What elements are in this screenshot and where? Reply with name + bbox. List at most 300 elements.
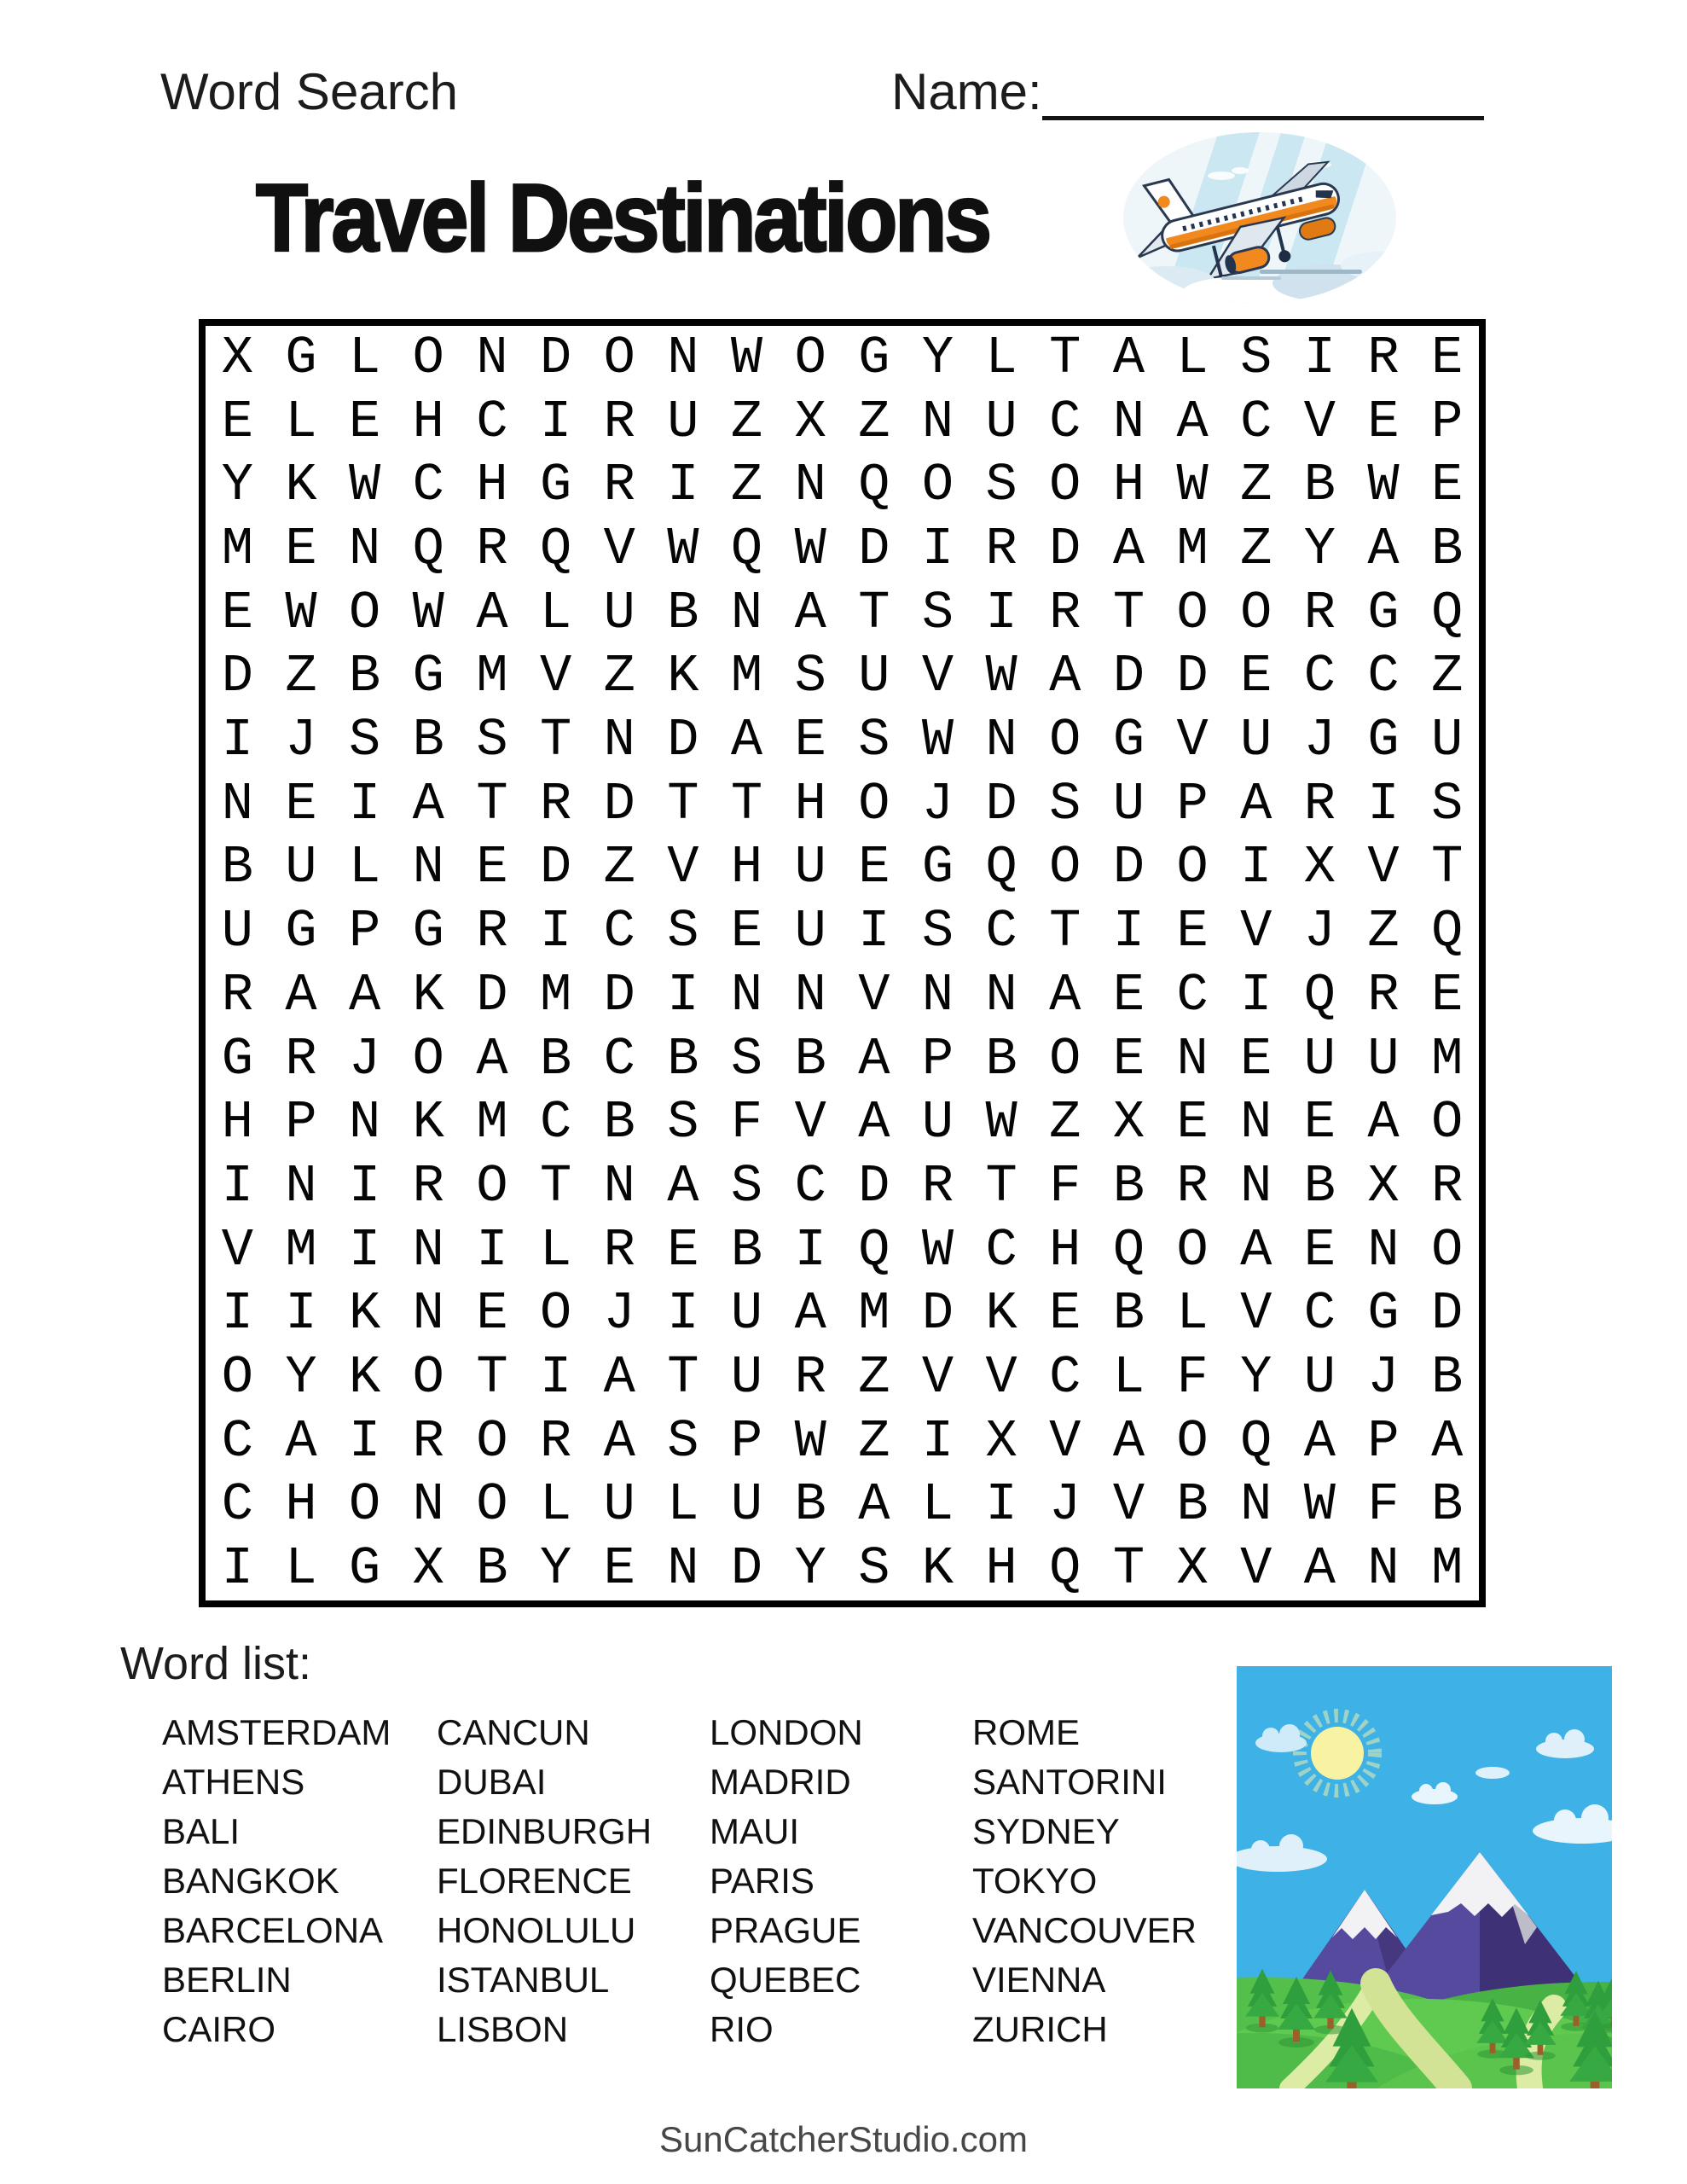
- grid-cell-r14c9: S: [730, 1155, 763, 1217]
- grid-cell-r9c6: D: [539, 837, 572, 898]
- grid-cell-r11c9: N: [730, 964, 763, 1025]
- grid-cell-r2c15: N: [1112, 391, 1145, 452]
- grid-cell-r14c6: T: [539, 1155, 572, 1217]
- grid-cell-r9c18: X: [1303, 837, 1336, 898]
- grid-cell-r4c16: M: [1176, 518, 1209, 579]
- grid-cell-r16c18: C: [1303, 1283, 1336, 1345]
- grid-cell-r7c8: D: [667, 710, 699, 771]
- grid-cell-r1c6: D: [539, 327, 572, 388]
- grid-cell-r11c19: R: [1367, 964, 1400, 1025]
- grid-cell-r14c18: B: [1303, 1155, 1336, 1217]
- grid-cell-r19c18: W: [1303, 1474, 1336, 1536]
- grid-cell-r7c4: B: [412, 710, 444, 771]
- grid-cell-r6c15: D: [1112, 646, 1145, 707]
- grid-cell-r4c7: V: [603, 518, 635, 579]
- grid-cell-r8c2: E: [285, 773, 317, 834]
- grid-cell-r10c19: Z: [1367, 901, 1400, 962]
- grid-cell-r2c4: H: [412, 391, 444, 452]
- grid-cell-r2c12: N: [921, 391, 954, 452]
- grid-cell-r12c15: E: [1112, 1028, 1145, 1089]
- grid-cell-r14c8: A: [667, 1155, 699, 1217]
- grid-cell-r18c5: O: [476, 1410, 508, 1472]
- grid-cell-r4c13: R: [985, 518, 1017, 579]
- grid-cell-r10c1: U: [221, 901, 253, 962]
- word-list: [162, 1708, 1220, 2054]
- grid-cell-r9c5: E: [476, 837, 508, 898]
- grid-cell-r9c1: B: [221, 837, 253, 898]
- grid-cell-r7c6: T: [539, 710, 572, 771]
- grid-cell-r3c14: O: [1049, 455, 1081, 516]
- grid-cell-r10c11: I: [858, 901, 890, 962]
- grid-cell-r19c10: B: [794, 1474, 826, 1536]
- grid-cell-r5c18: R: [1303, 582, 1336, 643]
- grid-cell-r11c12: N: [921, 964, 954, 1025]
- grid-cell-r1c8: N: [667, 327, 699, 388]
- grid-cell-r15c6: L: [539, 1219, 572, 1281]
- grid-cell-r18c15: A: [1112, 1410, 1145, 1472]
- grid-cell-r6c7: Z: [603, 646, 635, 707]
- grid-cell-r9c8: V: [667, 837, 699, 898]
- grid-cell-r13c9: F: [730, 1092, 763, 1153]
- grid-cell-r20c12: K: [921, 1538, 954, 1600]
- sun-icon: [1300, 1716, 1375, 1791]
- grid-cell-r14c4: R: [412, 1155, 444, 1217]
- grid-cell-r9c7: Z: [603, 837, 635, 898]
- grid-cell-r16c20: D: [1431, 1283, 1464, 1345]
- grid-cell-r19c2: H: [285, 1474, 317, 1536]
- grid-cell-r7c9: A: [730, 710, 763, 771]
- grid-cell-r10c15: I: [1112, 901, 1145, 962]
- grid-cell-r19c16: B: [1176, 1474, 1209, 1536]
- grid-cell-r16c14: E: [1049, 1283, 1081, 1345]
- word-list-item: LISBON: [437, 2009, 569, 2049]
- grid-cell-r17c15: L: [1112, 1347, 1145, 1409]
- grid-cell-r3c8: I: [667, 455, 699, 516]
- grid-cell-r10c5: R: [476, 901, 508, 962]
- grid-cell-r10c20: Q: [1431, 901, 1464, 962]
- grid-cell-r9c14: O: [1049, 837, 1081, 898]
- grid-cell-r3c18: B: [1303, 455, 1336, 516]
- grid-cell-r9c3: L: [349, 837, 381, 898]
- grid-cell-r1c10: O: [794, 327, 826, 388]
- grid-cell-r5c1: E: [221, 582, 253, 643]
- grid-cell-r12c19: U: [1367, 1028, 1400, 1089]
- grid-cell-r5c20: Q: [1431, 582, 1464, 643]
- grid-cell-r6c5: M: [476, 646, 508, 707]
- word-list-item: BARCELONA: [162, 1910, 384, 1950]
- grid-cell-r1c18: I: [1303, 327, 1336, 388]
- grid-cell-r2c2: L: [285, 391, 317, 452]
- grid-cell-r19c11: A: [858, 1474, 890, 1536]
- grid-cell-r14c1: I: [221, 1155, 253, 1217]
- word-list-item: ATHENS: [162, 1762, 305, 1802]
- grid-cell-r15c20: O: [1431, 1219, 1464, 1281]
- grid-cell-r15c18: E: [1303, 1219, 1336, 1281]
- grid-cell-r6c19: C: [1367, 646, 1400, 707]
- grid-cell-r4c5: R: [476, 518, 508, 579]
- grid-cell-r17c3: K: [349, 1347, 381, 1409]
- grid-cell-r12c13: B: [985, 1028, 1017, 1089]
- grid-cell-r6c4: G: [412, 646, 444, 707]
- grid-cell-r4c19: A: [1367, 518, 1400, 579]
- grid-cell-r3c10: N: [794, 455, 826, 516]
- grid-cell-r14c20: R: [1431, 1155, 1464, 1217]
- grid-cell-r11c1: R: [221, 964, 253, 1025]
- grid-cell-r4c10: W: [794, 518, 826, 579]
- grid-cell-r8c11: O: [858, 773, 890, 834]
- grid-cell-r13c4: K: [412, 1092, 444, 1153]
- grid-cell-r18c20: A: [1431, 1410, 1464, 1472]
- grid-cell-r4c8: W: [667, 518, 699, 579]
- grid-cell-r2c13: U: [985, 391, 1017, 452]
- puzzle-title: Travel Destinations: [256, 165, 989, 272]
- grid-cell-r12c9: S: [730, 1028, 763, 1089]
- grid-cell-r13c14: Z: [1049, 1092, 1081, 1153]
- grid-cell-r7c20: U: [1431, 710, 1464, 771]
- grid-cell-r3c7: R: [603, 455, 635, 516]
- grid-cell-r5c9: N: [730, 582, 763, 643]
- grid-cell-r10c4: G: [412, 901, 444, 962]
- grid-cell-r6c12: V: [921, 646, 954, 707]
- grid-cell-r20c13: H: [985, 1538, 1017, 1600]
- grid-cell-r13c20: O: [1431, 1092, 1464, 1153]
- grid-cell-r14c15: B: [1112, 1155, 1145, 1217]
- grid-cell-r17c7: A: [603, 1347, 635, 1409]
- grid-cell-r7c17: U: [1240, 710, 1272, 771]
- grid-cell-r18c19: P: [1367, 1410, 1400, 1472]
- grid-cell-r20c4: X: [412, 1538, 444, 1600]
- grid-cell-r18c2: A: [285, 1410, 317, 1472]
- grid-cell-r4c9: Q: [730, 518, 763, 579]
- grid-cell-r18c8: S: [667, 1410, 699, 1472]
- name-blank-line: [1042, 82, 1484, 120]
- grid-cell-r16c19: G: [1367, 1283, 1400, 1345]
- grid-cell-r8c17: A: [1240, 773, 1272, 834]
- grid-cell-r10c17: V: [1240, 901, 1272, 962]
- grid-cell-r2c6: I: [539, 391, 572, 452]
- grid-cell-r11c3: A: [349, 964, 381, 1025]
- grid-cell-r20c17: V: [1240, 1538, 1272, 1600]
- grid-cell-r10c18: J: [1303, 901, 1336, 962]
- grid-cell-r12c11: A: [858, 1028, 890, 1089]
- word-list-item: CANCUN: [437, 1712, 590, 1752]
- grid-cell-r3c17: Z: [1240, 455, 1272, 516]
- grid-cell-r6c20: Z: [1431, 646, 1464, 707]
- grid-cell-r17c19: J: [1367, 1347, 1400, 1409]
- word-list-column: [710, 1708, 972, 2054]
- grid-cell-r14c19: X: [1367, 1155, 1400, 1217]
- grid-cell-r7c19: G: [1367, 710, 1400, 771]
- grid-cell-r19c15: V: [1112, 1474, 1145, 1536]
- name-label: Name:: [891, 63, 1042, 120]
- grid-cell-r9c13: Q: [985, 837, 1017, 898]
- grid-cell-r12c5: A: [476, 1028, 508, 1089]
- word-list-item: BANGKOK: [162, 1861, 339, 1901]
- grid-cell-r1c16: L: [1176, 327, 1209, 388]
- grid-cell-r15c9: B: [730, 1219, 763, 1281]
- grid-cell-r14c14: F: [1049, 1155, 1081, 1217]
- word-list-item: LONDON: [710, 1712, 863, 1752]
- grid-cell-r14c13: T: [985, 1155, 1017, 1217]
- grid-cell-r19c7: U: [603, 1474, 635, 1536]
- grid-cell-r10c10: U: [794, 901, 826, 962]
- grid-cell-r18c7: A: [603, 1410, 635, 1472]
- grid-cell-r20c9: D: [730, 1538, 763, 1600]
- grid-cell-r1c11: G: [858, 327, 890, 388]
- grid-cell-r13c8: S: [667, 1092, 699, 1153]
- grid-cell-r5c12: S: [921, 582, 954, 643]
- grid-cell-r11c11: V: [858, 964, 890, 1025]
- grid-cell-r3c1: Y: [221, 455, 253, 516]
- grid-cell-r5c4: W: [412, 582, 444, 643]
- grid-cell-r2c8: U: [667, 391, 699, 452]
- grid-cell-r12c7: C: [603, 1028, 635, 1089]
- grid-cell-r16c10: A: [794, 1283, 826, 1345]
- grid-cell-r6c18: C: [1303, 646, 1336, 707]
- grid-cell-r13c7: B: [603, 1092, 635, 1153]
- grid-cell-r12c2: R: [285, 1028, 317, 1089]
- grid-cell-r19c20: B: [1431, 1474, 1464, 1536]
- grid-cell-r3c4: C: [412, 455, 444, 516]
- grid-cell-r2c18: V: [1303, 391, 1336, 452]
- grid-cell-r17c8: T: [667, 1347, 699, 1409]
- grid-cell-r15c14: H: [1049, 1219, 1081, 1281]
- grid-cell-r4c4: Q: [412, 518, 444, 579]
- grid-cell-r13c10: V: [794, 1092, 826, 1153]
- grid-cell-r5c11: T: [858, 582, 890, 643]
- grid-cell-r9c20: T: [1431, 837, 1464, 898]
- grid-cell-r17c5: T: [476, 1347, 508, 1409]
- grid-cell-r4c17: Z: [1240, 518, 1272, 579]
- grid-cell-r5c19: G: [1367, 582, 1400, 643]
- grid-cell-r5c14: R: [1049, 582, 1081, 643]
- grid-cell-r3c15: H: [1112, 455, 1145, 516]
- grid-cell-r15c4: N: [412, 1219, 444, 1281]
- grid-cell-r2c11: Z: [858, 391, 890, 452]
- grid-cell-r7c7: N: [603, 710, 635, 771]
- word-list-item: HONOLULU: [437, 1910, 636, 1950]
- grid-cell-r19c14: J: [1049, 1474, 1081, 1536]
- grid-cell-r8c7: D: [603, 773, 635, 834]
- grid-cell-r11c17: I: [1240, 964, 1272, 1025]
- grid-cell-r7c12: W: [921, 710, 954, 771]
- grid-cell-r2c9: Z: [730, 391, 763, 452]
- grid-cell-r19c17: N: [1240, 1474, 1272, 1536]
- word-list-item: MADRID: [710, 1762, 851, 1802]
- grid-cell-r12c1: G: [221, 1028, 253, 1089]
- grid-cell-r11c20: E: [1431, 964, 1464, 1025]
- grid-cell-r9c11: E: [858, 837, 890, 898]
- mountain-landscape-illustration: [1237, 1666, 1612, 2088]
- grid-cell-r14c17: N: [1240, 1155, 1272, 1217]
- word-list-item: ROME: [972, 1712, 1080, 1752]
- grid-cell-r1c3: L: [349, 327, 381, 388]
- grid-cell-r11c8: I: [667, 964, 699, 1025]
- grid-cell-r11c2: A: [285, 964, 317, 1025]
- grid-cell-r1c15: A: [1112, 327, 1145, 388]
- grid-cell-r6c8: K: [667, 646, 699, 707]
- grid-cell-r16c7: J: [603, 1283, 635, 1345]
- grid-cell-r7c11: S: [858, 710, 890, 771]
- grid-cell-r5c3: O: [349, 582, 381, 643]
- grid-cell-r8c6: R: [539, 773, 572, 834]
- grid-cell-r17c6: I: [539, 1347, 572, 1409]
- grid-cell-r13c5: M: [476, 1092, 508, 1153]
- grid-cell-r20c5: B: [476, 1538, 508, 1600]
- grid-cell-r9c16: O: [1176, 837, 1209, 898]
- grid-cell-r5c7: U: [603, 582, 635, 643]
- grid-cell-r18c14: V: [1049, 1410, 1081, 1472]
- grid-cell-r12c10: B: [794, 1028, 826, 1089]
- grid-cell-r7c14: O: [1049, 710, 1081, 771]
- grid-cell-r8c14: S: [1049, 773, 1081, 834]
- grid-cell-r12c12: P: [921, 1028, 954, 1089]
- word-list-item: VANCOUVER: [972, 1910, 1197, 1950]
- grid-cell-r14c2: N: [285, 1155, 317, 1217]
- grid-cell-r11c13: N: [985, 964, 1017, 1025]
- word-list-item: BALI: [162, 1811, 241, 1851]
- grid-cell-r17c16: F: [1176, 1347, 1209, 1409]
- grid-cell-r12c16: N: [1176, 1028, 1209, 1089]
- grid-cell-r16c6: O: [539, 1283, 572, 1345]
- grid-cell-r18c17: Q: [1240, 1410, 1272, 1472]
- grid-cell-r12c4: O: [412, 1028, 444, 1089]
- grid-cell-r10c14: T: [1049, 901, 1081, 962]
- grid-cell-r6c9: M: [730, 646, 763, 707]
- grid-cell-r13c13: W: [985, 1092, 1017, 1153]
- grid-cell-r20c16: X: [1176, 1538, 1209, 1600]
- grid-cell-r3c5: H: [476, 455, 508, 516]
- grid-cell-r20c3: G: [349, 1538, 381, 1600]
- grid-cell-r15c12: W: [921, 1219, 954, 1281]
- grid-cell-r1c20: E: [1431, 327, 1464, 388]
- grid-cell-r19c4: N: [412, 1474, 444, 1536]
- grid-cell-r2c14: C: [1049, 391, 1081, 452]
- grid-cell-r2c17: C: [1240, 391, 1272, 452]
- grid-cell-r14c7: N: [603, 1155, 635, 1217]
- word-list-item: TOKYO: [972, 1861, 1098, 1901]
- grid-cell-r12c8: B: [667, 1028, 699, 1089]
- grid-cell-r18c4: R: [412, 1410, 444, 1472]
- grid-cell-r1c5: N: [476, 327, 508, 388]
- grid-cell-r15c8: E: [667, 1219, 699, 1281]
- grid-cell-r1c9: W: [730, 327, 763, 388]
- grid-cell-r2c10: X: [794, 391, 826, 452]
- grid-cell-r10c6: I: [539, 901, 572, 962]
- grid-cell-r8c10: H: [794, 773, 826, 834]
- grid-cell-r13c16: E: [1176, 1092, 1209, 1153]
- grid-cell-r1c14: T: [1049, 327, 1081, 388]
- grid-cell-r15c7: R: [603, 1219, 635, 1281]
- grid-cell-r3c16: W: [1176, 455, 1209, 516]
- grid-cell-r6c11: U: [858, 646, 890, 707]
- grid-cell-r9c17: I: [1240, 837, 1272, 898]
- grid-cell-r16c11: M: [858, 1283, 890, 1345]
- grid-cell-r9c9: H: [730, 837, 763, 898]
- grid-cell-r8c18: R: [1303, 773, 1336, 834]
- grid-cell-r11c14: A: [1049, 964, 1081, 1025]
- grid-cell-r15c15: Q: [1112, 1219, 1145, 1281]
- grid-cell-r17c20: B: [1431, 1347, 1464, 1409]
- grid-cell-r8c1: N: [221, 773, 253, 834]
- grid-cell-r12c14: O: [1049, 1028, 1081, 1089]
- grid-cell-r8c5: T: [476, 773, 508, 834]
- word-list-item: FLORENCE: [437, 1861, 632, 1901]
- grid-cell-r17c18: U: [1303, 1347, 1336, 1409]
- grid-cell-r15c3: I: [349, 1219, 381, 1281]
- grid-cell-r4c11: D: [858, 518, 890, 579]
- grid-cell-r20c2: L: [285, 1538, 317, 1600]
- grid-cell-r17c4: O: [412, 1347, 444, 1409]
- grid-cell-r4c6: Q: [539, 518, 572, 579]
- grid-cell-r13c11: A: [858, 1092, 890, 1153]
- grid-cell-r4c3: N: [349, 518, 381, 579]
- grid-cell-r16c13: K: [985, 1283, 1017, 1345]
- grid-cell-r9c2: U: [285, 837, 317, 898]
- grid-cell-r18c12: I: [921, 1410, 954, 1472]
- airplane-illustration: [1119, 126, 1400, 310]
- grid-cell-r1c2: G: [285, 327, 317, 388]
- grid-cell-r2c20: P: [1431, 391, 1464, 452]
- word-list-item: RIO: [710, 2009, 774, 2049]
- footer-credit: SunCatcherStudio.com: [659, 2119, 1028, 2159]
- grid-cell-r1c7: O: [603, 327, 635, 388]
- grid-cell-r20c7: E: [603, 1538, 635, 1600]
- word-list-item: ZURICH: [972, 2009, 1108, 2049]
- grid-cell-r18c18: A: [1303, 1410, 1336, 1472]
- grid-cell-r3c2: K: [285, 455, 317, 516]
- word-list-item: PARIS: [710, 1861, 815, 1901]
- grid-cell-r17c1: O: [221, 1347, 253, 1409]
- grid-cell-r13c1: H: [221, 1092, 253, 1153]
- grid-cell-r18c1: C: [221, 1410, 253, 1472]
- grid-cell-r3c3: W: [349, 455, 381, 516]
- word-search-grid: [199, 319, 1486, 1607]
- grid-cell-r17c9: U: [730, 1347, 763, 1409]
- grid-cell-r17c11: Z: [858, 1347, 890, 1409]
- grid-cell-r17c12: V: [921, 1347, 954, 1409]
- grid-cell-r12c17: E: [1240, 1028, 1272, 1089]
- grid-cell-r16c15: B: [1112, 1283, 1145, 1345]
- grid-cell-r6c10: S: [794, 646, 826, 707]
- grid-cell-r8c13: D: [985, 773, 1017, 834]
- grid-cell-r8c8: T: [667, 773, 699, 834]
- grid-cell-r13c19: A: [1367, 1092, 1400, 1153]
- grid-cell-r12c6: B: [539, 1028, 572, 1089]
- grid-cell-r9c4: N: [412, 837, 444, 898]
- grid-cell-r7c5: S: [476, 710, 508, 771]
- grid-cell-r15c11: Q: [858, 1219, 890, 1281]
- grid-cell-r16c17: V: [1240, 1283, 1272, 1345]
- grid-cell-r11c15: E: [1112, 964, 1145, 1025]
- grid-cell-r13c2: P: [285, 1092, 317, 1153]
- grid-cell-r9c10: U: [794, 837, 826, 898]
- grid-cell-r10c8: S: [667, 901, 699, 962]
- grid-cell-r5c15: T: [1112, 582, 1145, 643]
- grid-cell-r20c10: Y: [794, 1538, 826, 1600]
- grid-cell-r13c6: C: [539, 1092, 572, 1153]
- grid-cell-r8c9: T: [730, 773, 763, 834]
- grid-cell-r18c6: R: [539, 1410, 572, 1472]
- grid-cell-r9c15: D: [1112, 837, 1145, 898]
- word-list-heading: Word list:: [120, 1638, 312, 1689]
- grid-cell-r4c2: E: [285, 518, 317, 579]
- grid-cell-r17c10: R: [794, 1347, 826, 1409]
- grid-cell-r5c13: I: [985, 582, 1017, 643]
- grid-cell-r15c16: O: [1176, 1219, 1209, 1281]
- word-list-item: PRAGUE: [710, 1910, 861, 1950]
- word-list-item: AMSTERDAM: [162, 1712, 391, 1752]
